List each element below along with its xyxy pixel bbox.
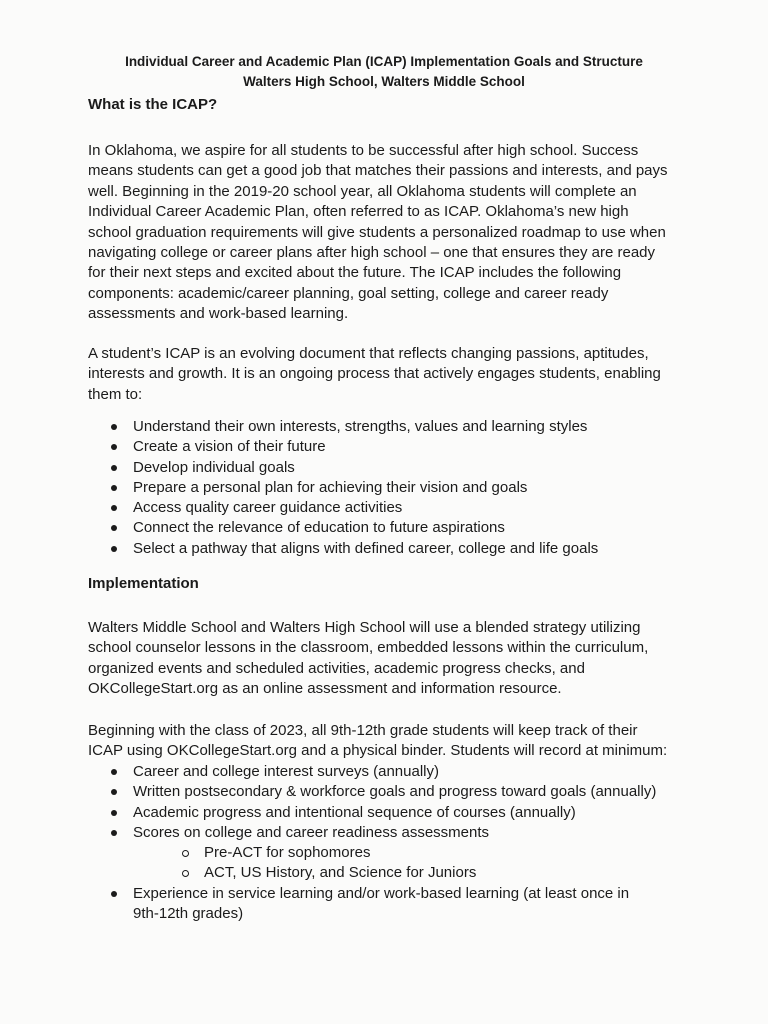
list-item: Academic progress and intentional sequence of courses (annually) xyxy=(108,803,656,823)
implementation-paragraph xyxy=(88,618,688,700)
paragraph-line: navigating college or career plans after high school – one that ensures they are ready xyxy=(88,244,656,262)
paragraph-line: ICAP using OKCollegeStart.org and a physical binder. Students will record at minimum: xyxy=(88,742,668,760)
paragraph-line: for their next steps and excited about the future. The ICAP includes the following xyxy=(88,264,622,282)
document-title: Individual Career and Academic Plan (ICAP) Implementation Goals and Structure xyxy=(125,54,643,69)
document-header xyxy=(0,52,768,92)
list-item: Access quality career guidance activities xyxy=(108,498,598,518)
paragraph-line: A student’s ICAP is an evolving document that reflects changing passions, aptitudes, xyxy=(88,345,649,362)
class-of-2023-paragraph xyxy=(88,721,688,762)
intro-paragraph xyxy=(88,141,688,325)
list-item-line: 9th-12th grades) xyxy=(133,905,244,923)
paragraph-line: school graduation requirements will give students a personalized roadmap to use when xyxy=(88,223,666,241)
assessment-sublist xyxy=(133,843,656,884)
record-requirements-list xyxy=(108,762,656,924)
list-item: Prepare a personal plan for achieving their vision and goals xyxy=(108,478,598,498)
paragraph-line: well. Beginning in the 2019-20 school year, all Oklahoma students will complete an xyxy=(88,182,637,200)
paragraph-line: Beginning with the class of 2023, all 9th-12th grade students will keep track of their xyxy=(88,722,638,739)
list-item-label: Scores on college and career readiness assessments xyxy=(133,823,490,841)
list-item: Develop individual goals xyxy=(108,458,598,478)
list-item-line: Experience in service learning and/or work-based learning (at least once in xyxy=(133,884,630,902)
icap-description-paragraph xyxy=(88,344,688,405)
paragraph-line: means students can get a good job that matches their passions and interests, and pays xyxy=(88,162,668,180)
heading-what-is-icap: What is the ICAP? xyxy=(88,96,218,113)
paragraph-line: components: academic/career planning, goal setting, college and career ready xyxy=(88,284,609,302)
paragraph-line: interests and growth. It is an ongoing process that actively engages students, enabling xyxy=(88,365,661,383)
paragraph-line: them to: xyxy=(88,385,143,403)
paragraph-line: In Oklahoma, we aspire for all students to be successful after high school. Success xyxy=(88,142,639,159)
sub-list-item: ACT, US History, and Science for Juniors xyxy=(180,863,656,883)
list-item: Written postsecondary & workforce goals and progress toward goals (annually) xyxy=(108,782,656,802)
list-item: Connect the relevance of education to future aspirations xyxy=(108,518,598,538)
student-goals-list xyxy=(108,417,598,559)
document-subtitle: Walters High School, Walters Middle School xyxy=(243,74,525,89)
paragraph-line: organized events and scheduled activities, academic progress checks, and xyxy=(88,659,585,677)
list-item: Understand their own interests, strengths, values and learning styles xyxy=(108,417,598,437)
paragraph-line: school counselor lessons in the classroom, embedded lessons within the curriculum, xyxy=(88,639,649,657)
paragraph-line: assessments and work-based learning. xyxy=(88,305,349,323)
paragraph-line: OKCollegeStart.org as an online assessment and information resource. xyxy=(88,680,562,698)
paragraph-line: Walters Middle School and Walters High School will use a blended strategy utilizing xyxy=(88,619,641,636)
list-item: Create a vision of their future xyxy=(108,437,598,457)
list-item xyxy=(108,884,656,925)
sub-list-item: Pre-ACT for sophomores xyxy=(180,843,656,863)
list-item: Career and college interest surveys (annually) xyxy=(108,762,656,782)
heading-implementation: Implementation xyxy=(88,575,199,592)
list-item: Select a pathway that aligns with defined career, college and life goals xyxy=(108,539,598,559)
list-item xyxy=(108,823,656,884)
paragraph-line: Individual Career Academic Plan, often referred to as ICAP. Oklahoma’s new high xyxy=(88,203,629,221)
